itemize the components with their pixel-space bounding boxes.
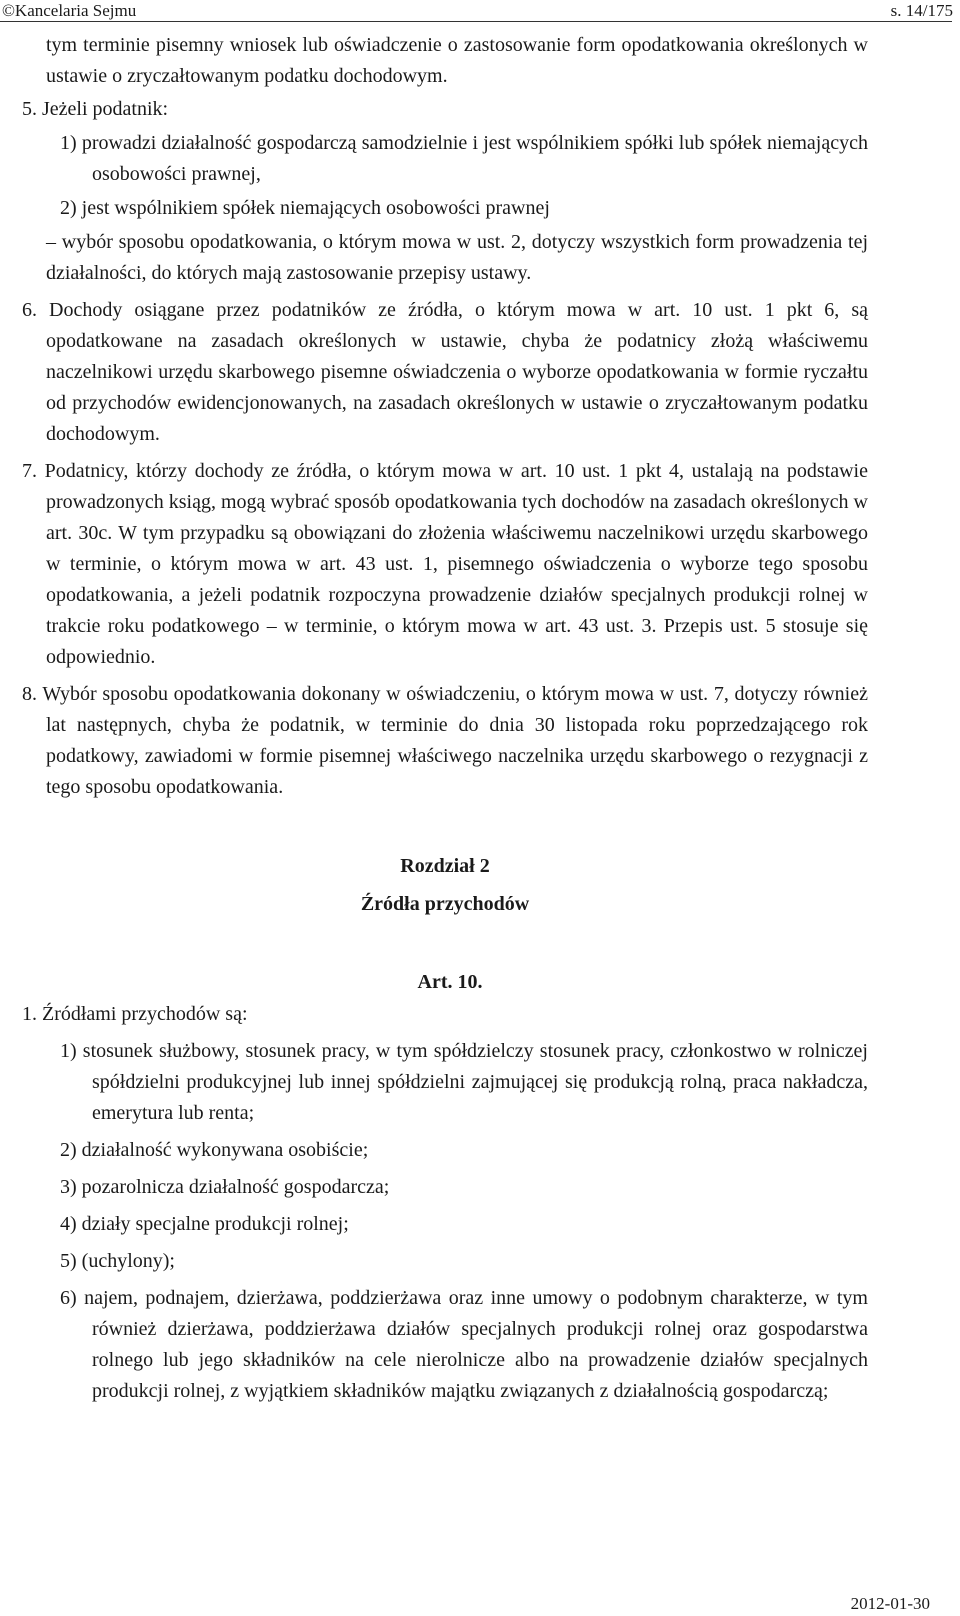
header-page-number: s. 14/175 — [890, 1, 953, 20]
paragraph-5-intro: 5. Jeżeli podatnik: — [22, 98, 169, 120]
header-source: ©Kancelaria Sejmu — [2, 1, 137, 20]
article-item-1: 1) stosunek służbowy, stosunek pracy, w tym spółdzielczy stosunek pracy, członkostwo w rolniczej spółdzielni produkcyjnej lub innej spółdzielni zajmującej się produkcją rolną, praca nakładcza, emerytura lub renta; — [60, 1040, 868, 1124]
page-header — [0, 0, 960, 22]
paragraph-5-conclusion: – wybór sposobu opodatkowania, o którym mowa w ust. 2, dotyczy wszystkich form prowadzenia tej działalności, do których mają zastosowanie przepisy ustawy. — [46, 231, 868, 284]
article-title: Art. 10. — [417, 971, 483, 993]
paragraph-8: 8. Wybór sposobu opodatkowania dokonany w oświadczeniu, o którym mowa w ust. 7, dotyczy również lat następnych, chyba że podatnik, w terminie do dnia 30 listopada roku poprzedzającego rok podatkowy, zawiadomi w formie pisemnej właściwego naczelnika urzędu skarbowego o rezygnacji z tego sposobu opodatkowania. — [22, 683, 868, 798]
header-rule — [0, 21, 952, 22]
paragraph-5-item-2: 2) jest wspólnikiem spółek niemających osobowości prawnej — [60, 197, 550, 219]
article-item-6: 6) najem, podnajem, dzierżawa, poddzierżawa oraz inne umowy o podobnym charakterze, w tym również dzierżawa, poddzierżawa działów specjalnych produkcji rolnej oraz gospodarstwa rolnego lub jego składników na cele nierolnicze albo na prowadzenie działów specjalnych produkcji rolnej, z wyjątkiem składników majątku związanych z działalnością gospodarczą; — [60, 1287, 868, 1402]
document-body — [0, 30, 960, 1407]
article-item-2: 2) działalność wykonywana osobiście; — [60, 1139, 369, 1161]
chapter-number: Rozdział 2 — [400, 855, 490, 877]
chapter-title: Źródła przychodów — [360, 893, 530, 915]
paragraph-continuation: tym terminie pisemny wniosek lub oświadczenie o zastosowanie form opodatkowania określonych w ustawie o zryczałtowanym podatku dochodowym. — [46, 34, 868, 87]
paragraph-5-item-1: 1) prowadzi działalność gospodarczą samodzielnie i jest wspólnikiem spółki lub spółek niemających osobowości prawnej, — [60, 132, 868, 185]
article-item-5: 5) (uchylony); — [60, 1250, 175, 1272]
article-intro: 1. Źródłami przychodów są: — [22, 1003, 248, 1025]
article-item-4: 4) działy specjalne produkcji rolnej; — [60, 1213, 349, 1235]
footer-date: 2012-01-30 — [850, 1594, 930, 1613]
paragraph-6: 6. Dochody osiągane przez podatników ze źródła, o którym mowa w art. 10 ust. 1 pkt 6, są opodatkowane na zasadach określonych w ustawie, chyba że podatnicy złożą właściwemu naczelnikowi urzędu skarbowego pisemne oświadczenia o wyborze opodatkowania w formie ryczałtu od przychodów ewidencjonowanych, na zasadach określonych w ustawie o zryczałtowanym podatku dochodowym. — [22, 299, 868, 445]
paragraph-7: 7. Podatnicy, którzy dochody ze źródła, o którym mowa w art. 10 ust. 1 pkt 4, ustalają na podstawie prowadzonych ksiąg, mogą wybrać sposób opodatkowania tych dochodów na zasadach określonych w art. 30c. W tym przypadku są obowiązani do złożenia właściwemu naczelnikowi urzędu skarbowego w terminie, o którym mowa w art. 43 ust. 1, pisemnego oświadczenia o wyborze tego sposobu opodatkowania, a jeżeli podatnik rozpoczyna prowadzenie działów specjalnych produkcji rolnej w trakcie roku podatkowego – w terminie, o którym mowa w art. 43 ust. 3. Przepis ust. 5 stosuje się odpowiednio. — [22, 460, 868, 668]
article-item-3: 3) pozarolnicza działalność gospodarcza; — [60, 1176, 390, 1198]
